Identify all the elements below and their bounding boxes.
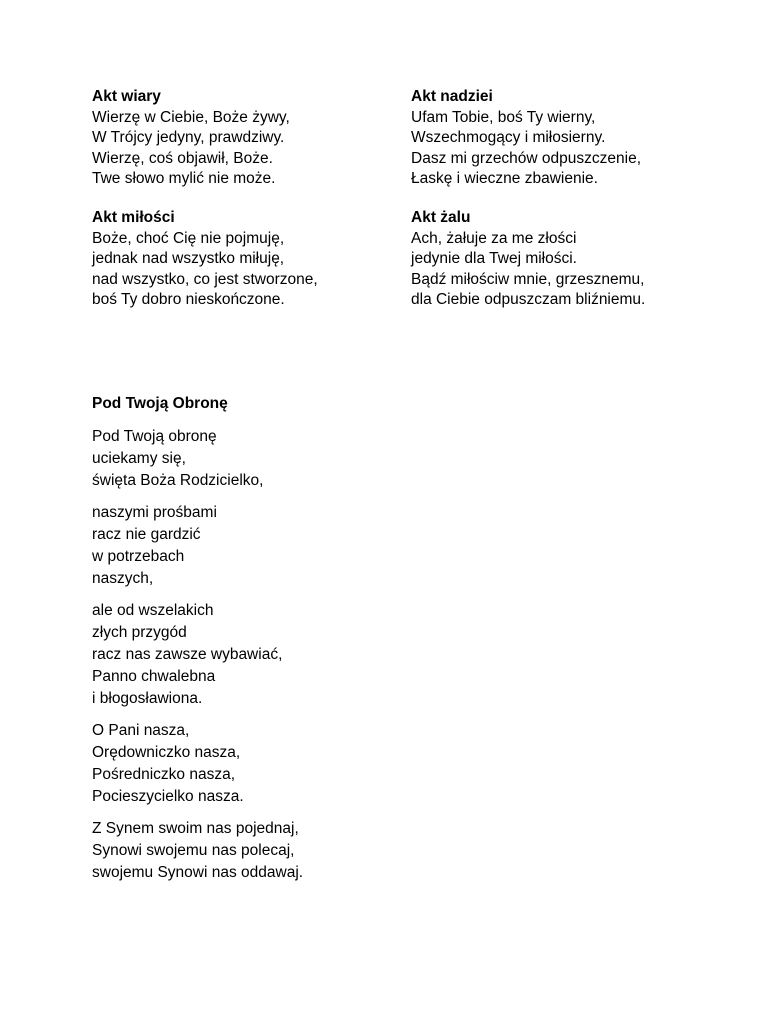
stanza xyxy=(92,502,303,590)
prayer-line: Synowi swojemu nas polecaj, xyxy=(92,842,295,859)
prayer-line: Orędowniczko nasza, xyxy=(92,744,241,761)
prayer-line: Boże, choć Cię nie pojmuję, xyxy=(92,229,285,247)
prayer-line: Ach, żałuje za me złości xyxy=(411,229,577,247)
prayer-title: Akt wiary xyxy=(92,88,161,105)
prayer-line: jednak nad wszystko miłuję, xyxy=(92,250,285,267)
prayer-line: dla Ciebie odpuszczam bliźniemu. xyxy=(411,291,646,308)
prayer-line: Ufam Tobie, boś Ty wierny, xyxy=(411,108,596,126)
prayer-line: Wierzę w Ciebie, Boże żywy, xyxy=(92,108,290,126)
prayer-line: Pocieszycielko nasza. xyxy=(92,788,244,805)
prayer-line: O Pani nasza, xyxy=(92,722,190,739)
prayer-line: Panno chwalebna xyxy=(92,668,216,685)
stanza xyxy=(92,426,303,492)
stanza xyxy=(92,600,303,710)
prayer-line: Dasz mi grzechów odpuszczenie, xyxy=(411,149,642,167)
prayer-line: naszymi prośbami xyxy=(92,504,217,521)
prayer-akt-wiary xyxy=(92,87,290,190)
prayer-title: Akt nadziei xyxy=(411,88,493,105)
prayer-line: święta Boża Rodzicielko, xyxy=(92,472,264,489)
prayer-akt-milosci xyxy=(92,208,318,311)
prayer-line: Z Synem swoim nas pojednaj, xyxy=(92,820,299,837)
prayer-line: złych przygód xyxy=(92,624,187,641)
prayer-line: Twe słowo mylić nie może. xyxy=(92,170,276,187)
prayer-line: Wszechmogący i miłosierny. xyxy=(411,129,606,146)
prayer-line: jedynie dla Twej miłości. xyxy=(411,250,577,267)
prayer-line: boś Ty dobro nieskończone. xyxy=(92,291,285,308)
prayer-line: naszych, xyxy=(92,570,154,587)
prayer-line: racz nie gardzić xyxy=(92,526,201,543)
prayer-line: Wierzę, coś objawił, Boże. xyxy=(92,149,273,167)
prayer-line: W Trójcy jedyny, prawdziwy. xyxy=(92,129,285,146)
prayer-line: nad wszystko, co jest stworzone, xyxy=(92,270,318,288)
prayer-pod-twoja-obrone xyxy=(92,393,303,894)
prayer-line: Pośredniczko nasza, xyxy=(92,766,236,783)
stanza xyxy=(92,818,303,884)
prayer-line: Łaskę i wieczne zbawienie. xyxy=(411,170,598,187)
prayer-line: ale od wszelakich xyxy=(92,602,214,619)
prayer-title: Pod Twoją Obronę xyxy=(92,395,228,412)
prayer-line: racz nas zawsze wybawiać, xyxy=(92,646,283,663)
prayer-akt-nadziei xyxy=(411,87,641,190)
stanza xyxy=(92,720,303,808)
prayer-line: Bądź miłościw mnie, grzesznemu, xyxy=(411,270,645,288)
prayer-line: w potrzebach xyxy=(92,548,185,565)
prayer-line: uciekamy się, xyxy=(92,450,186,467)
prayer-title: Akt miłości xyxy=(92,209,175,226)
prayer-line: swojemu Synowi nas oddawaj. xyxy=(92,864,304,881)
prayer-akt-zalu xyxy=(411,208,645,311)
prayer-title: Akt żalu xyxy=(411,209,471,226)
prayer-line: i błogosławiona. xyxy=(92,690,203,707)
prayer-line: Pod Twoją obronę xyxy=(92,428,217,445)
